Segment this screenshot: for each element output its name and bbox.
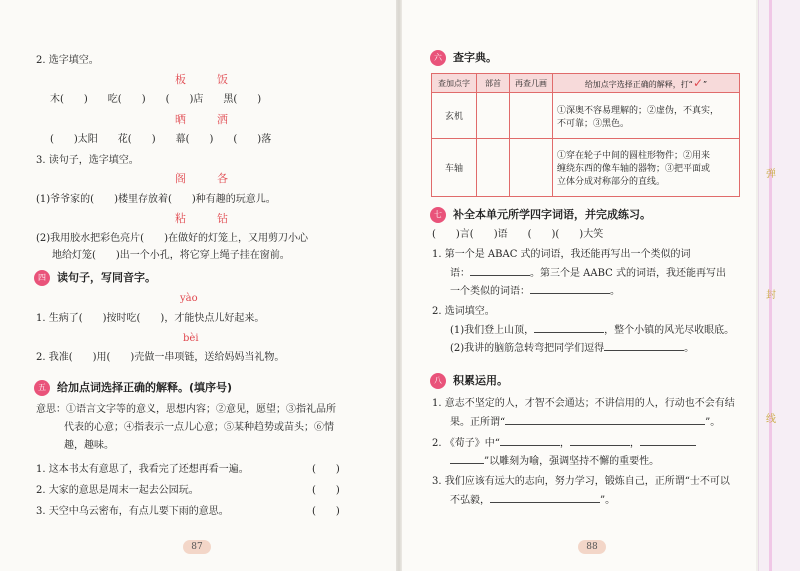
page-number-left: 87 [183, 540, 211, 554]
apply-2-comma2: ， [629, 438, 640, 449]
check-mark-icon: ✓ [692, 76, 704, 90]
meaning-2-line-1: ①穿在轮子中间的圆柱形物件；②用来 [557, 151, 711, 161]
binding-label-2: 封 [766, 290, 776, 301]
blank-apply-1[interactable] [505, 415, 705, 425]
definition-line-3: 趣，趣味。 [64, 440, 114, 451]
blank-abac[interactable] [470, 266, 530, 276]
blank-2b[interactable] [604, 341, 684, 351]
practice-2a-pre: (1)我们登上山顶， [450, 325, 535, 336]
answer-3[interactable]: ( ) [312, 506, 340, 517]
meaning-1-line-2: 不可靠；③黑色。 [557, 118, 630, 129]
section-5-icon: 五 [34, 380, 50, 396]
apply-1c: ”。 [705, 417, 721, 428]
header-strokes: 再查几画 [510, 74, 553, 93]
pinyin-bei: bèi [183, 333, 199, 344]
homophone-2: 2. 我准( )用( )壳做一串项链，送给妈妈当礼物。 [36, 352, 285, 363]
binding-label-3: 线 [766, 414, 776, 425]
apply-1b: 果。正所谓“ [450, 417, 506, 428]
section-7-title: 补全本单元所学四字词语，并完成练习。 [453, 208, 651, 221]
header-meaning [553, 74, 740, 93]
meaning-2-line-3: 立体分成对称部分的直线。 [557, 177, 666, 187]
header-close-quote: ” [703, 80, 708, 89]
table-row [432, 93, 740, 139]
practice-1b-line [450, 266, 726, 281]
binding-label-1: 弹 [766, 169, 776, 180]
char-pair-2: 晒 洒 [175, 113, 238, 126]
example-3: 3. 天空中乌云密布，有点儿要下雨的意思。 [36, 506, 229, 517]
apply-2b-line [450, 454, 659, 469]
section-8-icon: 八 [430, 373, 446, 389]
answer-1[interactable]: ( ) [312, 464, 340, 475]
practice-2b-end: 。 [684, 343, 695, 354]
q3-title: 3. 读句子，选字填空。 [36, 155, 139, 166]
practice-2b-line [450, 341, 694, 356]
meaning-cell-1[interactable] [553, 93, 740, 139]
apply-3c: ”。 [600, 495, 616, 506]
dictionary-table [431, 73, 740, 197]
blank-apply-2b[interactable] [570, 436, 630, 446]
apply-2-line [432, 436, 696, 451]
blank-2a[interactable] [534, 323, 604, 333]
practice-1d-line [450, 284, 620, 299]
word-cell-1: 玄机 [432, 93, 477, 139]
section-5-title: 给加点词选择正确的解释。(填序号) [57, 381, 233, 394]
stroke-cell-1[interactable] [510, 93, 553, 139]
header-radical: 部首 [477, 74, 510, 93]
blank-apply-2a[interactable] [500, 436, 560, 446]
char-pair-4: 粘 钻 [175, 212, 238, 225]
practice-2b: (2)我讲的脑筋急转弯把同学们逗得 [450, 343, 605, 354]
sentence-1: (1)爷爷家的( )楼里存放着( )种有趣的玩意儿。 [36, 194, 276, 205]
practice-2: 2. 选词填空。 [432, 306, 495, 317]
definition-line-2: 代表的心意；④指表示一点儿心意；⑤某种趋势或苗头；⑥情 [64, 422, 334, 433]
idiom-blanks[interactable]: ( )言( )语 ( )( )大笑 [432, 229, 604, 240]
apply-1a: 1. 意志不坚定的人，才智不会通达；不讲信用的人，行动也不会有结 [432, 398, 735, 409]
practice-1d: 一个类似的词语： [450, 286, 530, 297]
fill-row-2: ( )太阳 花( ) 幕( ) ( )落 [50, 134, 272, 145]
table-row [432, 139, 740, 197]
apply-2a: 2. 《荀子》中“ [432, 438, 500, 449]
blank-apply-2d[interactable] [450, 454, 484, 464]
section-4-title: 读句子，写同音字。 [57, 271, 156, 284]
word-cell-2: 车轴 [432, 139, 477, 197]
meaning-2-line-2: 缠绕东西的像车轴的器物；③把平面或 [557, 164, 711, 174]
radical-cell-2[interactable] [477, 139, 510, 197]
stroke-cell-2[interactable] [510, 139, 553, 197]
char-pair-1: 板 饭 [175, 73, 238, 86]
section-6-icon: 六 [430, 50, 446, 66]
apply-3b-line [450, 493, 615, 508]
pinyin-yao: yào [180, 293, 198, 304]
binding-edge [758, 0, 800, 571]
apply-3a: 3. 我们应该有远大的志向，努力学习，锻炼自己，正所谓“士不可以 [432, 476, 730, 487]
section-4-icon: 四 [34, 270, 50, 286]
answer-2[interactable]: ( ) [312, 485, 340, 496]
meaning-1-line-1: ①深奥不容易理解的；②虚伪，不真实， [557, 105, 720, 116]
apply-3b: 不弘毅， [450, 495, 490, 506]
blank-aabc[interactable] [530, 284, 610, 294]
book-gutter [396, 0, 402, 571]
page-number-right: 88 [578, 540, 606, 554]
q2-title: 2. 选字填空。 [36, 55, 99, 66]
meaning-cell-2[interactable] [553, 139, 740, 197]
header-char: 查加点字 [432, 74, 477, 93]
example-2: 2. 大家的意思是周末一起去公园玩。 [36, 485, 199, 496]
sentence-2a: (2)我用胶水把彩色亮片( )在做好的灯笼上，又用剪刀小心 [36, 233, 308, 244]
practice-1a: 1. 第一个是 ABAC 式的词语，我还能再写出一个类似的词 [432, 249, 691, 260]
practice-1b: 语： [450, 268, 470, 279]
practice-1c: 。第三个是 AABC 式的词语，我还能再写出 [530, 268, 726, 279]
apply-1b-line [450, 415, 720, 430]
sentence-2b: 地给灯笼( )出一个小孔，将它穿上绳子挂在窗前。 [52, 250, 290, 261]
blank-apply-2c[interactable] [640, 436, 696, 446]
header-meaning-text: 给加点字选择正确的解释，打“ [584, 80, 693, 89]
apply-2-comma1: ， [559, 438, 570, 449]
section-6-title: 查字典。 [453, 51, 497, 64]
fill-row-1: 木( ) 吃( ) ( )店 黑( ) [50, 94, 262, 105]
homophone-1: 1. 生病了( )按时吃( )，才能快点儿好起来。 [36, 313, 265, 324]
practice-1e: 。 [610, 286, 620, 297]
section-7-icon: 七 [430, 207, 446, 223]
blank-apply-3[interactable] [490, 493, 600, 503]
practice-2a-line [450, 323, 734, 338]
example-1: 1. 这本书太有意思了，我看完了还想再看一遍。 [36, 464, 249, 475]
radical-cell-1[interactable] [477, 93, 510, 139]
definition-line-1: 意思：①语言文字等的意义，思想内容；②意见，愿望；③指礼品所 [36, 404, 336, 415]
section-8-title: 积累运用。 [453, 374, 508, 387]
practice-2a-post: ，整个小镇的风光尽收眼底。 [604, 325, 735, 336]
apply-2b: ”以雕刻为喻，强调坚持不懈的重要性。 [484, 456, 660, 467]
table-header-row [432, 74, 740, 93]
char-pair-3: 阁 各 [175, 172, 238, 185]
